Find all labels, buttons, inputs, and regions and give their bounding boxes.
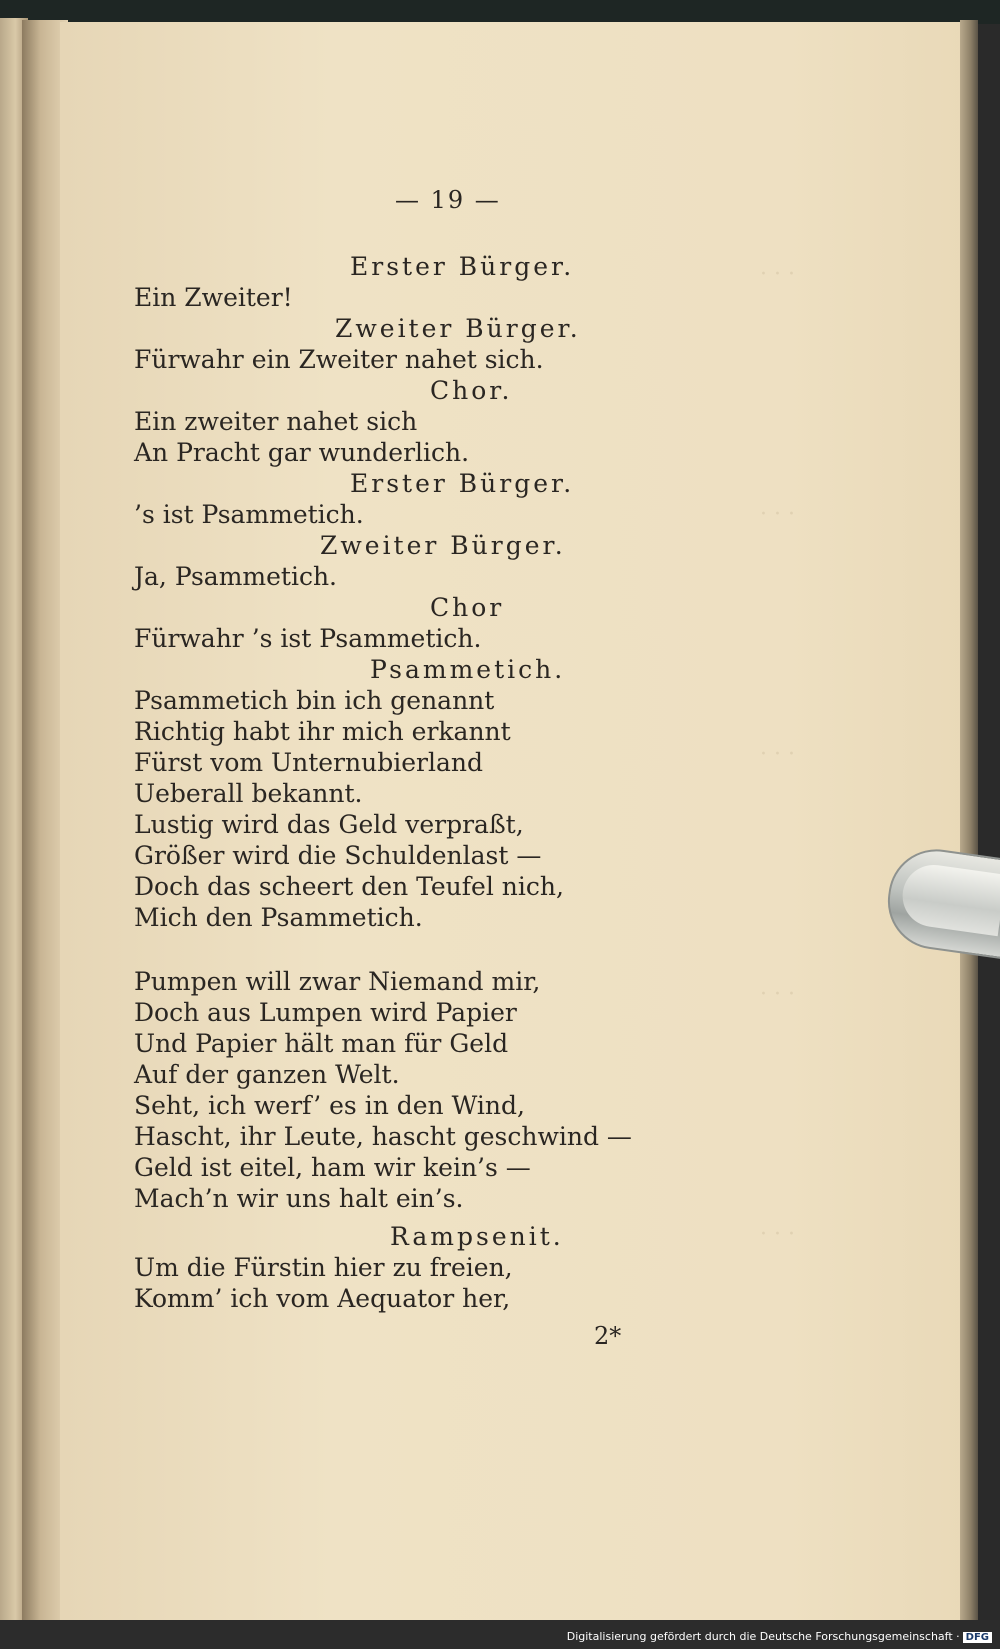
page-number: — 19 —	[395, 186, 501, 214]
verse-line: Fürwahr ein Zweiter nahet sich.	[134, 345, 544, 374]
signature-mark: 2*	[594, 1322, 622, 1350]
verse-line: Doch das scheert den Teufel nich,	[134, 872, 564, 901]
speaker-heading: Zweiter Bürger.	[320, 531, 566, 560]
verse-line: Seht, ich werf’ es in den Wind,	[134, 1091, 525, 1120]
verse-line: Ein zweiter nahet sich	[134, 407, 418, 436]
show-through-text: · · ·	[760, 502, 795, 527]
credit-text: Digitalisierung gefördert durch die Deutsche Forschungsgemeinschaft ·	[566, 1630, 960, 1643]
verse-line: Größer wird die Schuldenlast —	[134, 841, 542, 870]
speaker-heading: Chor	[430, 593, 505, 622]
verse-line: Und Papier hält man für Geld	[134, 1029, 509, 1058]
verse-line: Mach’n wir uns halt ein’s.	[134, 1184, 464, 1213]
verse-line: Fürwahr ’s ist Psammetich.	[134, 624, 482, 653]
speaker-heading: Rampsenit.	[390, 1222, 564, 1251]
verse-line: Lustig wird das Geld verpraßt,	[134, 810, 524, 839]
verse-line: Ueberall bekannt.	[134, 779, 363, 808]
show-through-text: · · ·	[760, 982, 795, 1007]
verse-line: Auf der ganzen Welt.	[134, 1060, 400, 1089]
verse-line: Um die Fürstin hier zu freien,	[134, 1253, 513, 1282]
speaker-heading: Chor.	[430, 376, 513, 405]
verse-line: ’s ist Psammetich.	[134, 500, 364, 529]
speaker-heading: Psammetich.	[370, 655, 566, 684]
verse-line: Richtig habt ihr mich erkannt	[134, 717, 511, 746]
verse-line: Geld ist eitel, ham wir kein’s —	[134, 1153, 531, 1182]
speaker-heading: Zweiter Bürger.	[335, 314, 581, 343]
show-through-text: · · ·	[760, 1222, 795, 1247]
show-through-text: · · ·	[760, 262, 795, 287]
speaker-heading: Erster Bürger.	[350, 469, 575, 498]
verse-line: Ja, Psammetich.	[134, 562, 338, 591]
verse-line: Fürst vom Unternubierland	[134, 748, 483, 777]
verse-line: Hascht, ihr Leute, hascht geschwind —	[134, 1122, 632, 1151]
verse-line: Ein Zweiter!	[134, 283, 293, 312]
dfg-logo: DFG	[963, 1632, 992, 1643]
verse-line: Doch aus Lumpen wird Papier	[134, 998, 517, 1027]
speaker-heading: Erster Bürger.	[350, 252, 575, 281]
digitization-credit	[567, 1630, 992, 1643]
verse-line: Psammetich bin ich genannt	[134, 686, 495, 715]
verse-line: Mich den Psammetich.	[134, 903, 423, 932]
show-through-text: · · ·	[760, 742, 795, 767]
verse-line: An Pracht gar wunderlich.	[134, 438, 470, 467]
verse-line: Pumpen will zwar Niemand mir,	[134, 967, 541, 996]
verse-line: Komm’ ich vom Aequator her,	[134, 1284, 511, 1313]
